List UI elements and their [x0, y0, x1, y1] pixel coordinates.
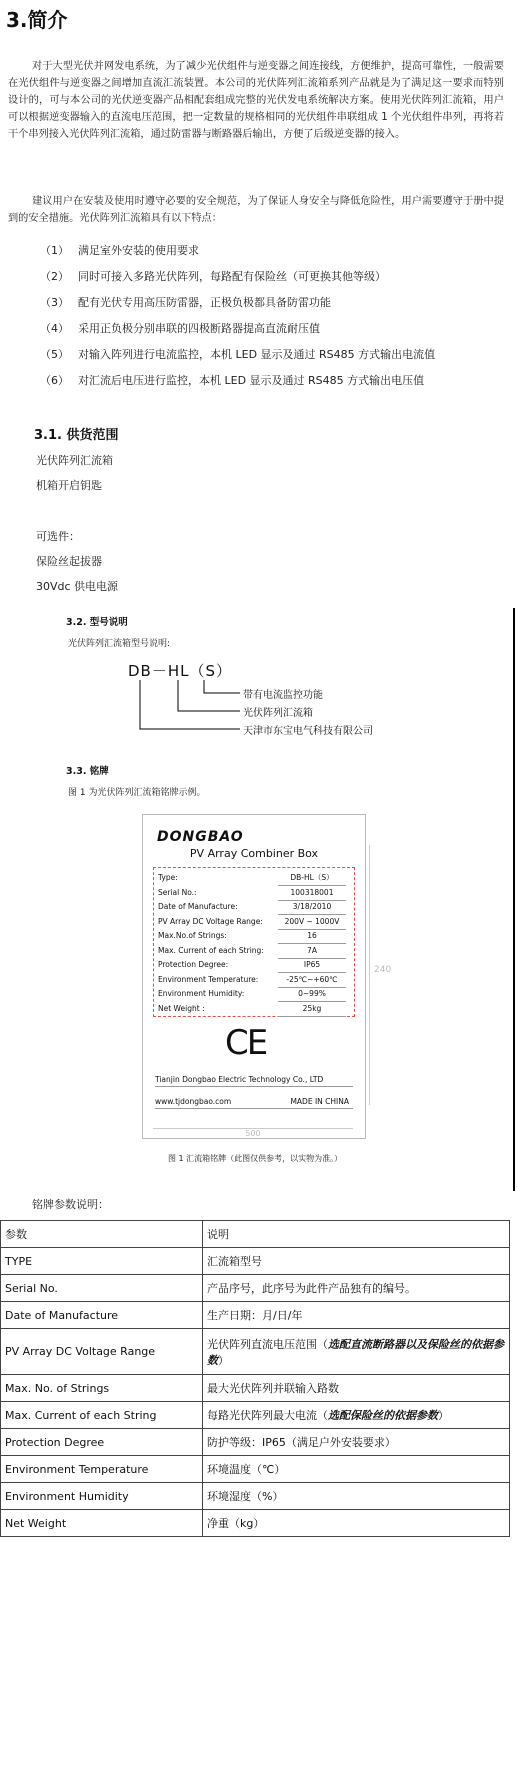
ce-mark: CE [225, 1023, 267, 1063]
model-label: 光伏阵列汇流箱 [243, 708, 313, 719]
table-row: Max. Current of each String 每路光伏阵列最大电流（选配保险丝的依据参数） [1, 1402, 510, 1429]
plate-row: Type: DB-HL（S） [158, 870, 350, 885]
margin-rule [513, 608, 515, 1191]
model-heading: 3.2. 型号说明 [66, 617, 128, 628]
model-code: DB－HL（S） [128, 662, 232, 680]
plate-company: Tianjin Dongbao Electric Technology Co., LTD [155, 1075, 353, 1087]
model-diagram-lines [128, 678, 248, 738]
brand-logo: DONGBAO [157, 829, 244, 845]
plate-row: Protection Degree: IP65 [158, 957, 350, 972]
nameplate [142, 814, 392, 1139]
plate-row: Environment Temperature: -25℃~+60℃ [158, 972, 350, 987]
table-row: TYPE 汇流箱型号 [1, 1248, 510, 1275]
optional-item: 30Vdc 供电电源 [36, 580, 119, 593]
plate-row: Max.No.of Strings: 16 [158, 928, 350, 943]
figure-caption: 图 1 汇流箱铭牌（此图仅供参考，以实物为准。） [168, 1154, 343, 1163]
table-header-row [1, 1221, 510, 1248]
feature-item: （3） 配有光伏专用高压防雷器，正极负极都具备防雷功能 [40, 296, 331, 309]
params-table [0, 1220, 510, 1537]
supply-heading: 3.1. 供货范围 [34, 428, 119, 443]
table-row: Serial No. 产品序号，此序号为此件产品独有的编号。 [1, 1275, 510, 1302]
optional-label: 可选件： [36, 530, 80, 543]
plate-row: Date of Manufacture: 3/18/2010 [158, 899, 350, 914]
width-dimension: 500 [153, 1128, 353, 1138]
feature-item: （4） 采用正负极分别串联的四极断路器提高直流耐压值 [40, 322, 320, 335]
table-row: Environment Humidity 环境湿度（%） [1, 1483, 510, 1510]
optional-item: 保险丝起拔器 [36, 555, 102, 568]
table-label: 铭牌参数说明： [32, 1198, 109, 1211]
supply-item: 光伏阵列汇流箱 [36, 454, 113, 467]
table-row: Net Weight 净重（kg） [1, 1510, 510, 1537]
table-row: Protection Degree 防护等级：IP65（满足户外安装要求） [1, 1429, 510, 1456]
section-title: 3.简介 [6, 8, 68, 32]
plate-heading: 3.3. 铭牌 [66, 766, 109, 777]
plate-row: PV Array DC Voltage Range: 200V ~ 1000V [158, 914, 350, 929]
plate-row: Max. Current of each String: 7A [158, 943, 350, 958]
intro-paragraph: 对于大型光伏并网发电系统，为了减少光伏组件与逆变器之间连接线，方便维护，提高可靠性，一般需要在光伏组件与逆变器之间增加直流汇流装置。本公司的光伏阵列汇流箱系列产品就是为了满足这一要求而特别设计的，可与本公司的光伏逆变器产品相配套组成完整的光伏发电系统解决方案。使用光伏阵列汇流箱，用户可以根据逆变器输入的直流电压范围，把一定数量的规格相同的光伏组件串联组成 1 个光伏组件串列，再将若干个串列接入光伏阵列汇流箱，通过防雷器与断路器后输出，方便了后级逆变器的接入。 [8, 61, 504, 140]
advice-paragraph: 建议用户在安装及使用时遵守必要的安全规范，为了保证人身安全与降低危险性，用户需要遵守于册中提到的安全措施。光伏阵列汇流箱具有以下特点： [8, 196, 504, 224]
feature-item: （1） 满足室外安装的使用要求 [40, 244, 199, 257]
feature-item: （6） 对汇流后电压进行监控，本机 LED 显示及通过 RS485 方式输出电压值 [40, 374, 425, 387]
height-dimension-line [369, 845, 370, 1105]
plate-params-box [153, 867, 355, 1017]
plate-footer: www.tjdongbao.com MADE IN CHINA [155, 1097, 353, 1109]
table-row: Max. No. of Strings 最大光伏阵列并联输入路数 [1, 1375, 510, 1402]
plate-row: Net Weight : 25kg [158, 1001, 350, 1016]
feature-item: （5） 对输入阵列进行电流监控，本机 LED 显示及通过 RS485 方式输出电流值 [40, 348, 436, 361]
table-row: Environment Temperature 环境温度（℃） [1, 1456, 510, 1483]
plate-row: Serial No.: 100318001 [158, 885, 350, 900]
model-intro: 光伏阵列汇流箱型号说明: [68, 639, 171, 649]
height-dimension: 240 [374, 965, 392, 975]
model-label: 天津市东宝电气科技有限公司 [243, 726, 373, 737]
table-row: PV Array DC Voltage Range 光伏阵列直流电压范围（选配直流断路器以及保险丝的依据参数） [1, 1329, 510, 1375]
table-row: Date of Manufacture 生产日期：月/日/年 [1, 1302, 510, 1329]
model-label: 带有电流监控功能 [243, 690, 323, 701]
table-header-cell: 参数 [1, 1221, 203, 1248]
plate-title: PV Array Combiner Box [189, 847, 319, 860]
feature-item: （2） 同时可接入多路光伏阵列，每路配有保险丝（可更换其他等级） [40, 270, 386, 283]
plate-intro: 图 1 为光伏阵列汇流箱铭牌示例。 [68, 788, 206, 798]
plate-row: Environment Humidity: 0~99% [158, 986, 350, 1001]
supply-item: 机箱开启钥匙 [36, 479, 102, 492]
table-header-cell: 说明 [203, 1221, 510, 1248]
